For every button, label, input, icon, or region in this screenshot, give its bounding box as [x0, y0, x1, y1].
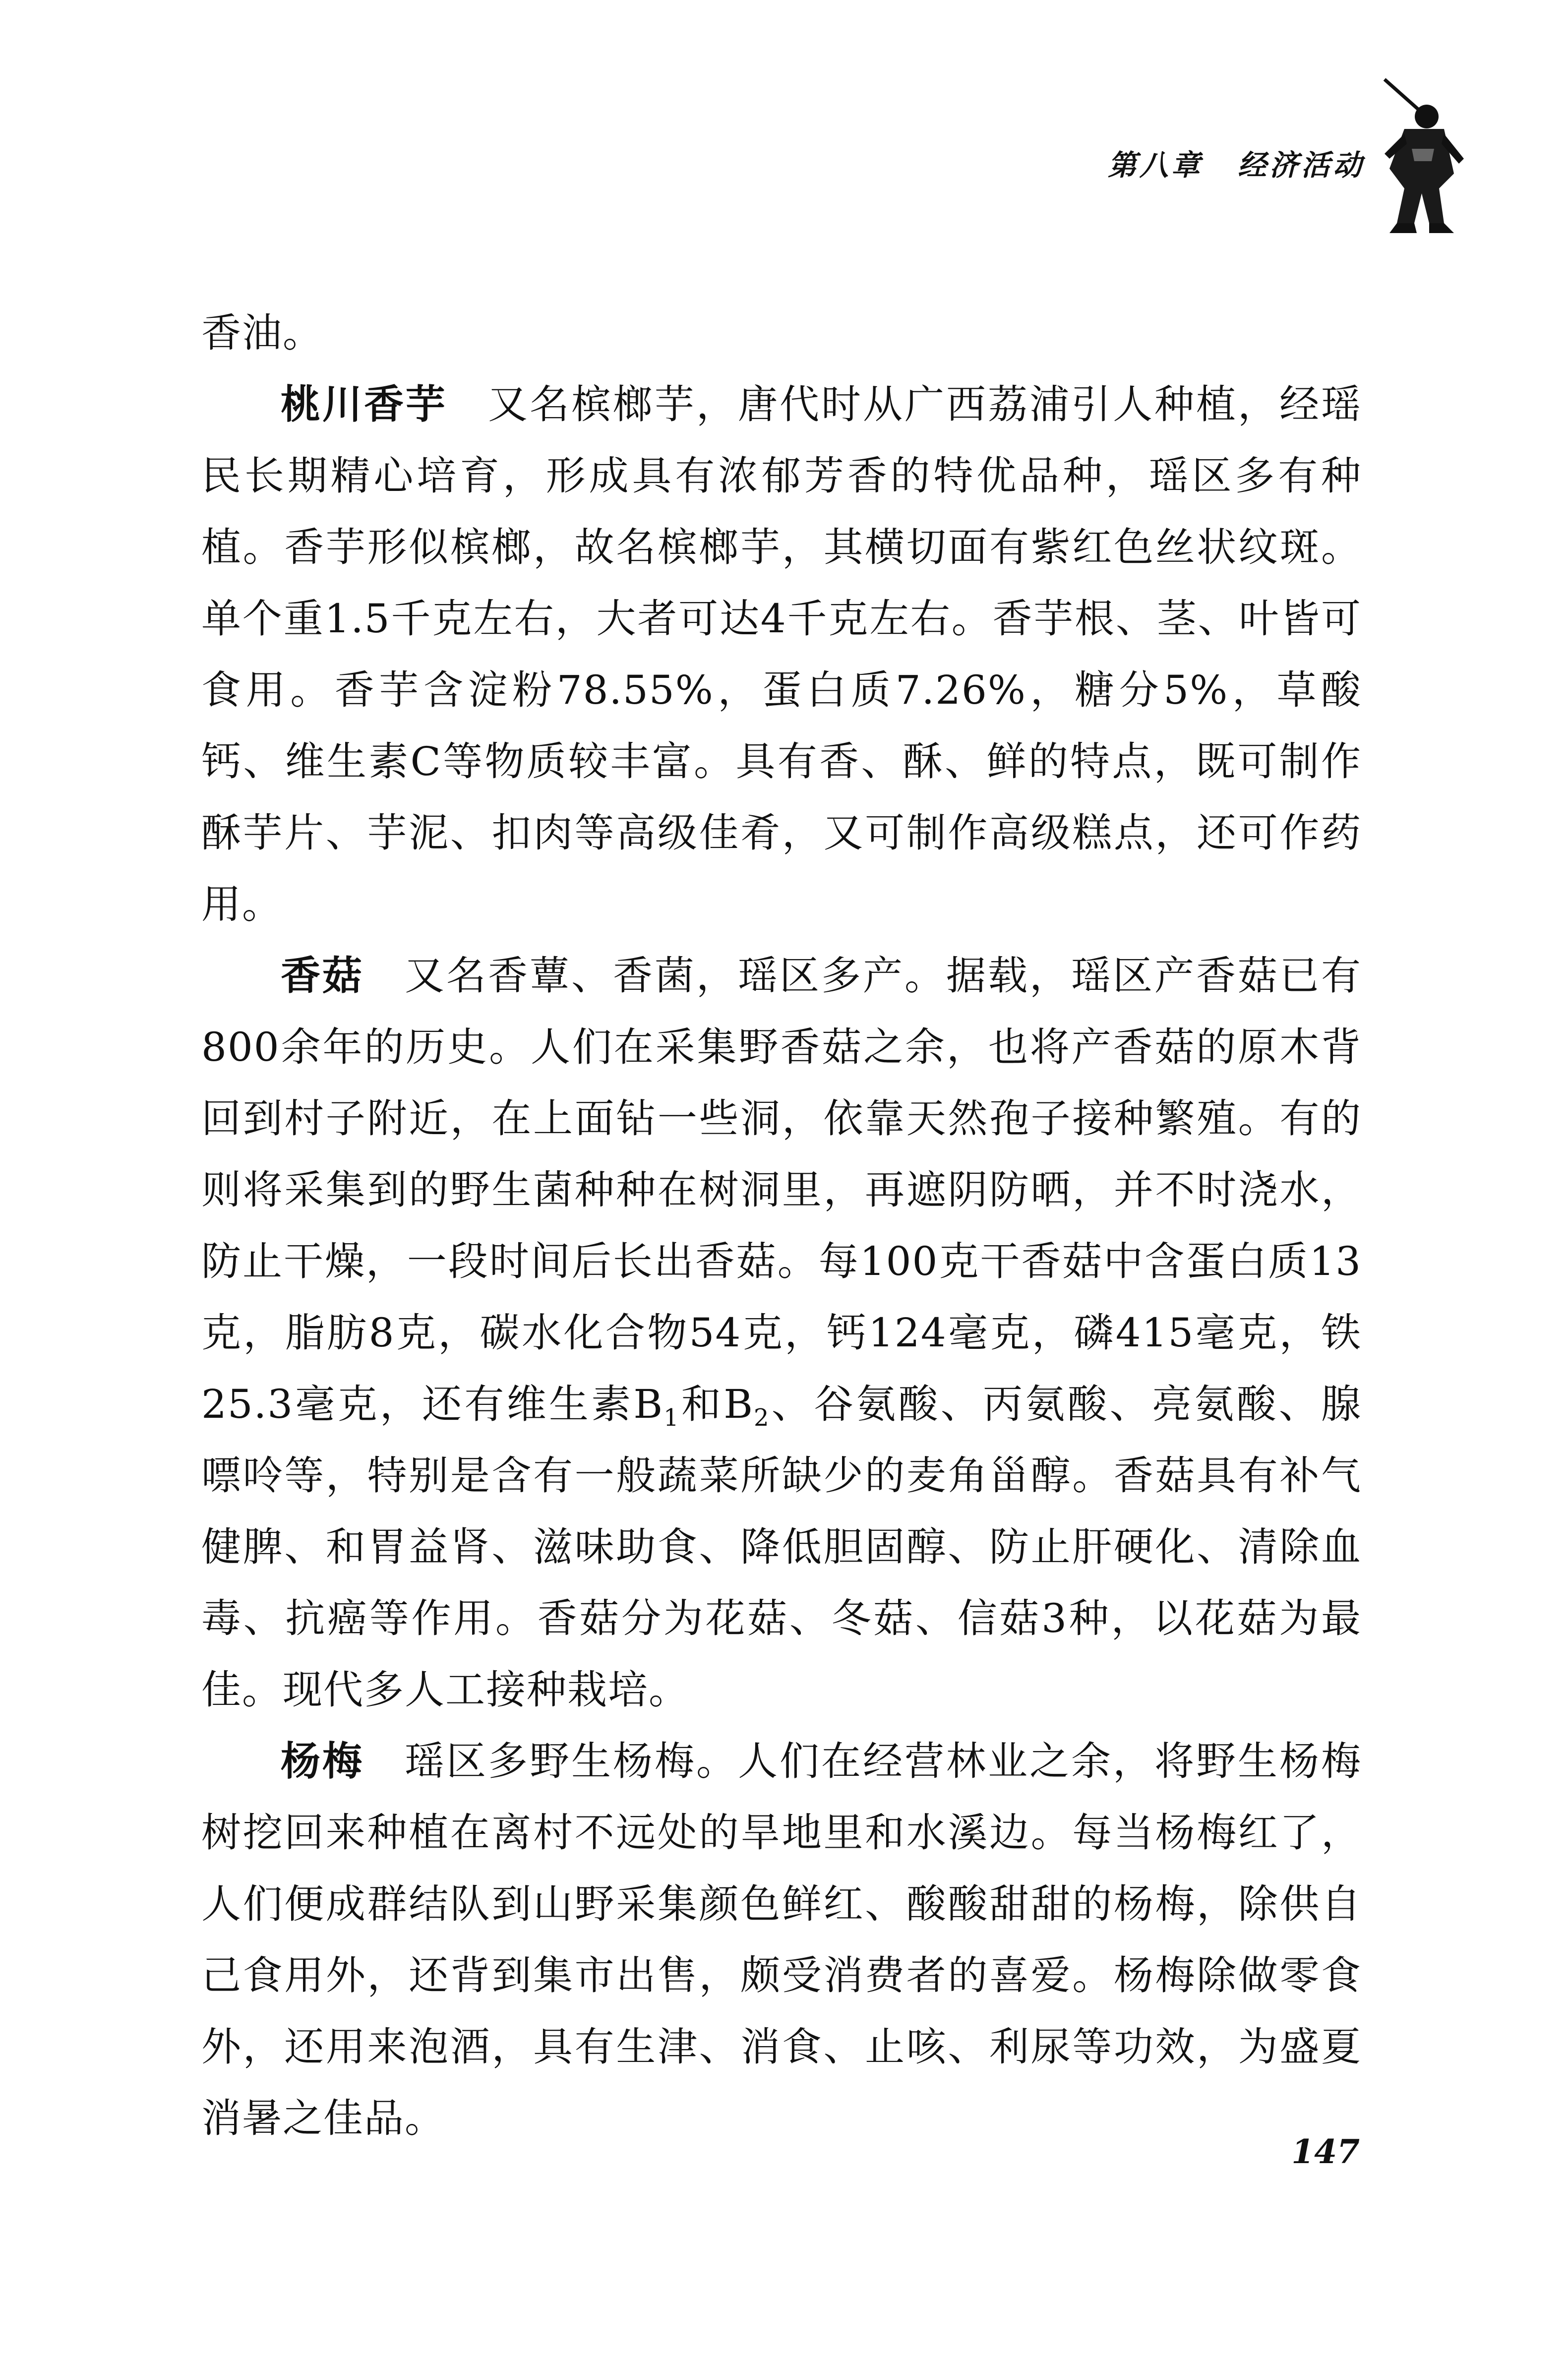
paragraph-shiitake	[201, 940, 1362, 1726]
paragraph-text-a: 又名香蕈、香菌，瑶区多产。据载，瑶区产香菇已有800余年的历史。人们在采集野香菇之余，也将产香菇的原木背回到村子附近，在上面钻一些洞，依靠天然孢子接种繁殖。有的则将采集到的野生菌种种在树洞里，再遮阴防晒，并不时浇水，防止干燥，一段时间后长出香菇。每100克干香菇中含蛋白质13克，脂肪8克，碳水化合物54克，钙124毫克，磷415毫克，铁25.3毫克，还有维生素B	[201, 953, 1362, 1427]
paragraph-continuation: 香油。	[201, 310, 323, 356]
paragraph-text-b: 和B	[679, 1381, 754, 1427]
running-head	[1108, 142, 1365, 183]
paragraph-text: 又名槟榔芋，唐代时从广西荔浦引人种植，经瑶民长期精心培育，形成具有浓郁芳香的特优品种，瑶区多有种植。香芋形似槟榔，故名槟榔芋，其横切面有紫红色丝状纹斑。单个重1.5千克左右，大者可达4千克左右。香芋根、茎、叶皆可食用。香芋含淀粉78.55%，蛋白质7.26%，糖分5%，草酸钙、维生素C等物质较丰富。具有香、酥、鲜的特点，既可制作酥芋片、芋泥、扣肉等高级佳肴，又可制作高级糕点，还可作药用。	[201, 381, 1362, 927]
term-bayberry: 杨梅	[281, 1738, 364, 1784]
term-shiitake: 香菇	[281, 953, 364, 999]
paragraph-text: 瑶区多野生杨梅。人们在经营林业之余，将野生杨梅树挖回来种植在离村不远处的旱地里和水溪边。每当杨梅红了，人们便成群结队到山野采集颜色鲜红、酸酸甜甜的杨梅，除供自己食用外，还背到集市出售，颇受消费者的喜爱。杨梅除做零食外，还用来泡酒，具有生津、消食、止咳、利尿等功效，为盛夏消暑之佳品。	[201, 1738, 1362, 2141]
subscript-1: 1	[663, 1404, 680, 1432]
section-label: 经济活动	[1237, 148, 1365, 182]
paragraph-text-c: 、谷氨酸、丙氨酸、亮氨酸、腺嘌呤等，特别是含有一般蔬菜所缺少的麦角甾醇。香菇具有补气健脾、和胃益肾、滋味助食、降低胆固醇、防止肝硬化、清除血毒、抗癌等作用。香菇分为花菇、冬菇、信菇3种，以花菇为最佳。现代多人工接种栽培。	[201, 1381, 1362, 1713]
warrior-figure-icon	[1370, 74, 1469, 238]
paragraph-bayberry	[201, 1726, 1362, 2154]
page-number: 147	[1291, 2132, 1360, 2171]
main-text	[201, 298, 1362, 2154]
term-taochuan-taro: 桃川香芋	[281, 381, 447, 427]
subscript-2: 2	[754, 1404, 770, 1432]
paragraph-taochuan-taro	[201, 369, 1362, 940]
chapter-label: 第八章	[1107, 148, 1203, 182]
